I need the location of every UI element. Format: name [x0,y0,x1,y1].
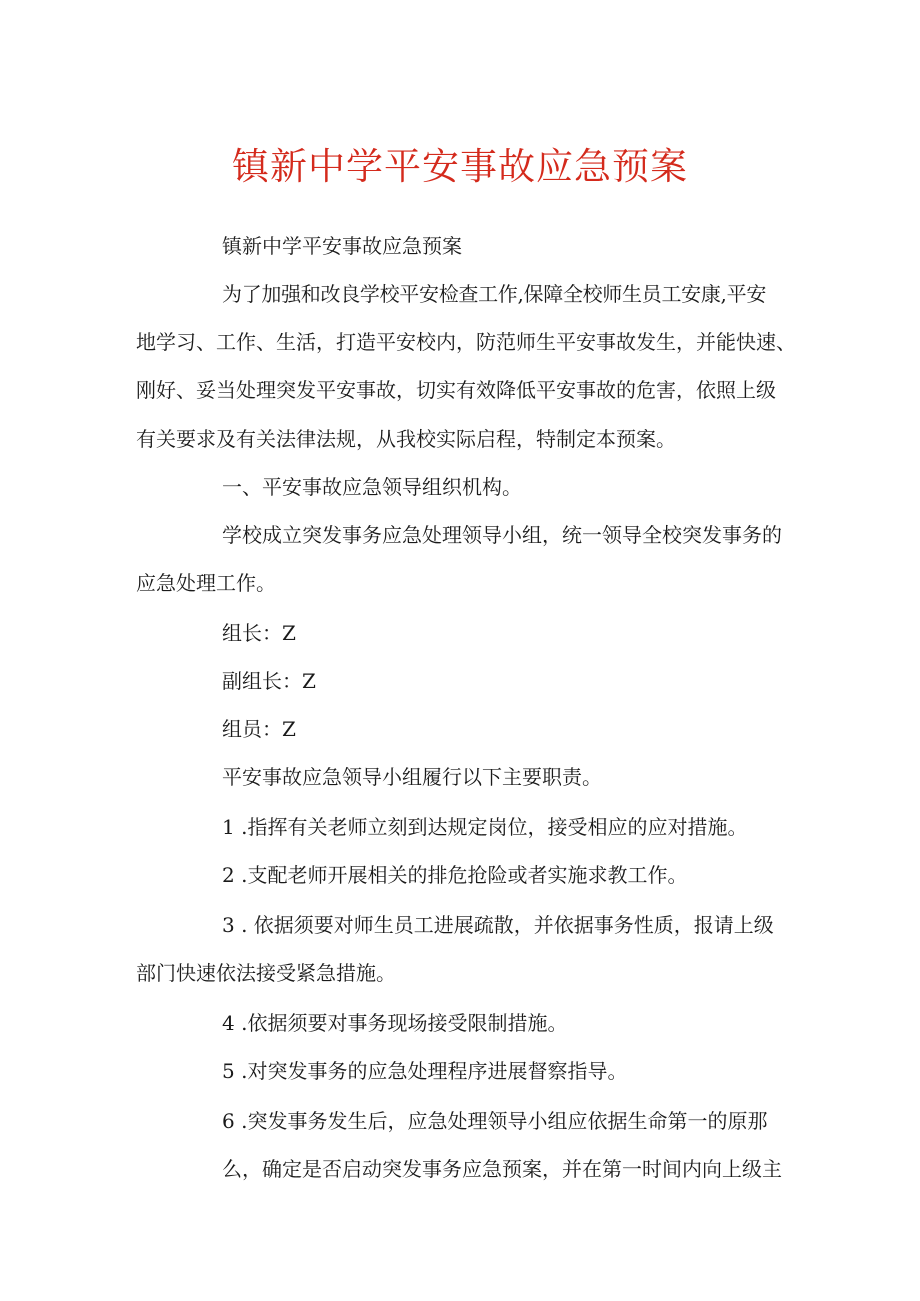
list-item: 2 .支配老师开展相关的排危抢险或者实施求教工作。 [222,863,688,887]
body-line: 么，确定是否启动突发事务应急预案，并在第一时间内向上级主 [222,1157,782,1181]
member-line-members: 组员：Z [222,717,296,741]
body-line: 为了加强和改良学校平安检查工作,保障全校师生员工安康,平安 [222,282,767,306]
list-item: 1 .指挥有关老师立刻到达规定岗位，接受相应的应对措施。 [222,815,748,839]
document-title: 镇新中学平安事故应急预案 [232,145,688,188]
member-line-deputy: 副组长：Z [222,669,316,693]
body-line: 刚好、妥当处理突发平安事故，切实有效降低平安事故的危害，依照上级 [136,378,776,402]
section-heading: 一、平安事故应急领导组织机构。 [222,475,522,499]
body-line: 学校成立突发事务应急处理领导小组，统一领导全校突发事务的 [222,523,782,547]
body-line: 镇新中学平安事故应急预案 [222,234,462,258]
body-line: 有关要求及有关法律法规，从我校实际启程，特制定本预案。 [136,427,676,451]
list-item: 4 .依据须要对事务现场接受限制措施。 [222,1011,568,1035]
list-item: 6 .突发事务发生后，应急处理领导小组应依据生命第一的原那 [222,1109,768,1133]
member-line-leader: 组长：Z [222,621,296,645]
list-item: 5 .对突发事务的应急处理程序进展督察指导。 [222,1059,628,1083]
body-line: 部门快速依法接受紧急措施。 [136,961,396,985]
list-item: 3 . 依据须要对师生员工进展疏散，并依据事务性质，报请上级 [222,913,774,937]
body-line: 平安事故应急领导小组履行以下主要职责。 [222,765,602,789]
body-line: 应急处理工作。 [136,571,276,595]
body-line: 地学习、工作、生活，打造平安校内，防范师生平安事故发生，并能快速、 [136,330,796,354]
